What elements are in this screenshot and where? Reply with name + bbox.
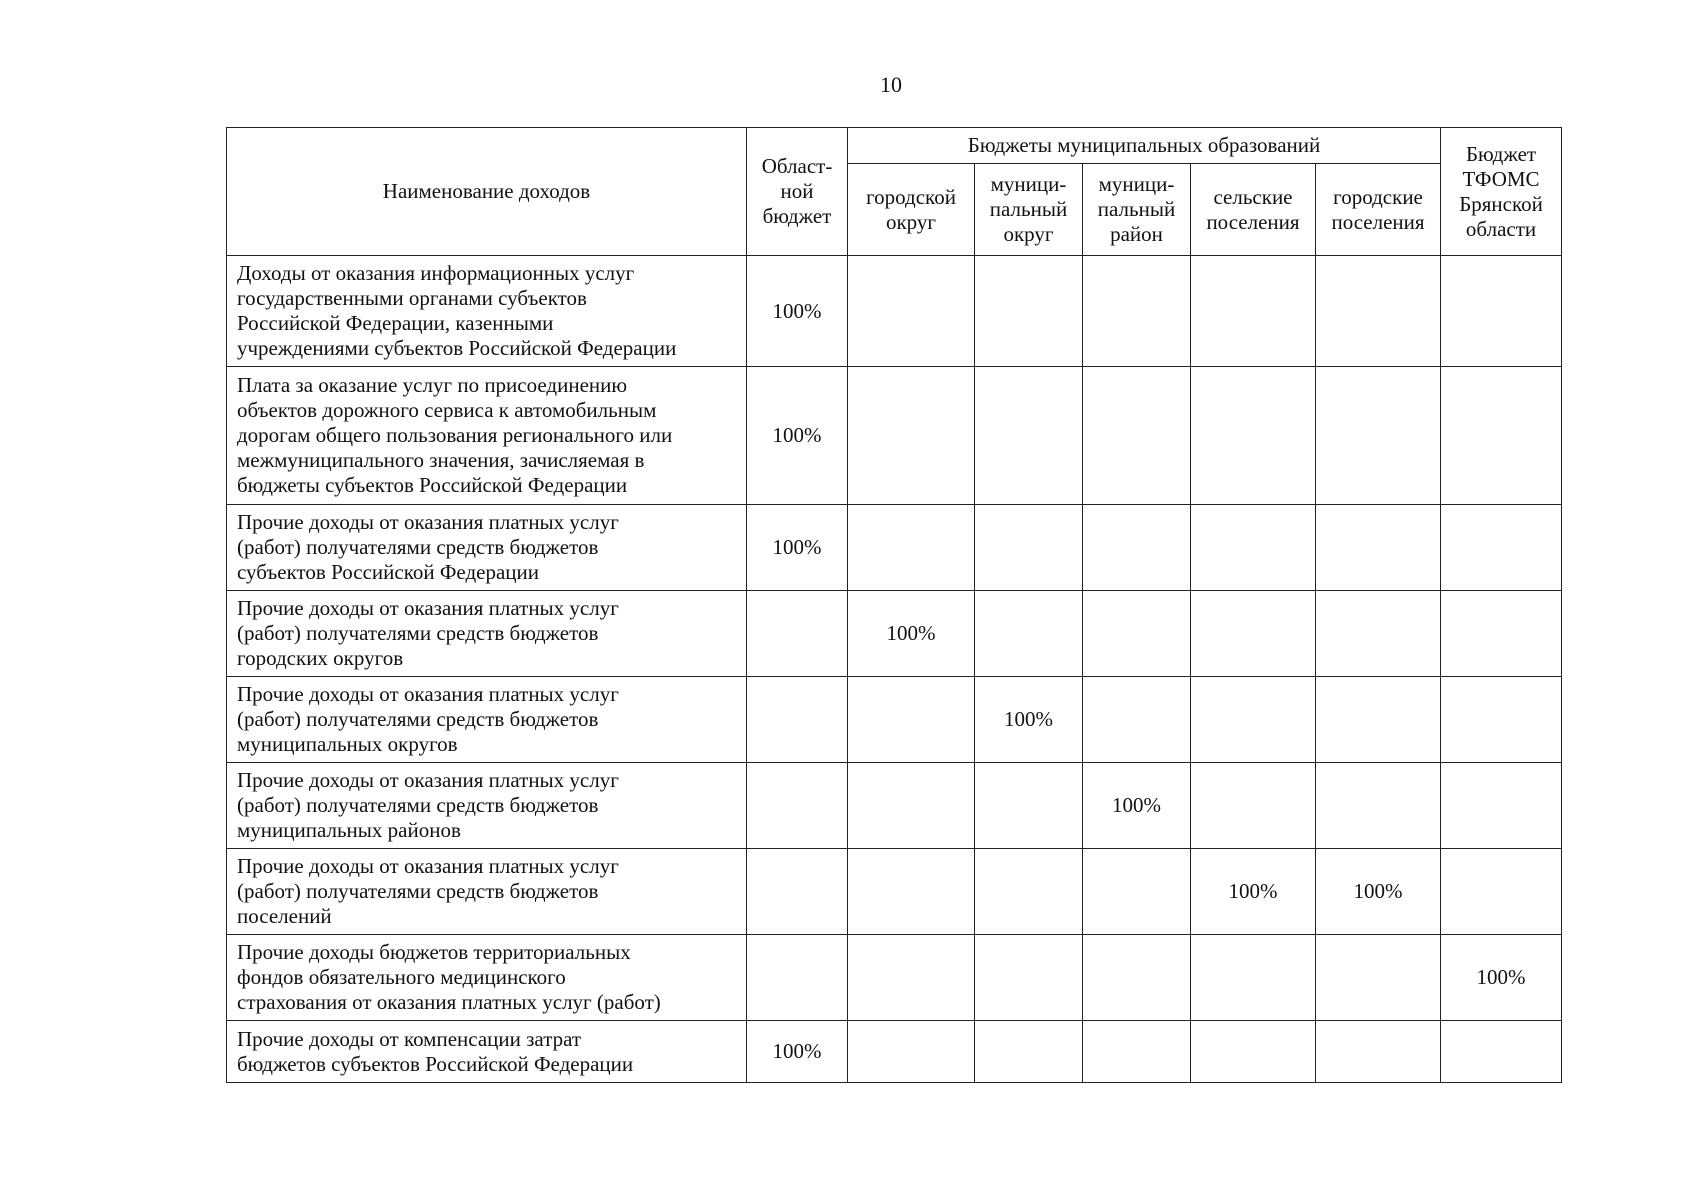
text-line: (работ) получателями средств бюджетов	[237, 793, 599, 817]
table-row	[227, 505, 1562, 591]
header-mun-rayon	[1083, 164, 1191, 256]
row-value	[1191, 763, 1316, 849]
text-line: муниципальных округов	[237, 732, 458, 756]
row-name	[227, 367, 747, 505]
text-line: городской	[866, 184, 956, 209]
text-line: Прочие доходы от оказания платных услуг	[237, 854, 619, 878]
text-line: бюджет	[762, 204, 832, 228]
header-tfoms	[1441, 128, 1562, 256]
row-name	[227, 1021, 747, 1083]
table-row	[227, 256, 1562, 367]
row-value	[1316, 935, 1441, 1021]
text-line: межмуниципального значения, зачисляемая в	[237, 448, 645, 472]
row-value: 100%	[1316, 849, 1441, 935]
text-line: бюджетов субъектов Российской Федерации	[237, 1051, 634, 1076]
table-body	[227, 256, 1562, 1083]
row-value	[1191, 935, 1316, 1021]
text-line: Прочие доходы бюджетов территориальных	[237, 940, 631, 964]
text-line: поселений	[237, 904, 332, 928]
text-line: городские	[1333, 184, 1423, 209]
text-line: ной	[780, 179, 814, 203]
row-value	[1441, 849, 1562, 935]
row-value	[1441, 591, 1562, 677]
row-value	[1083, 849, 1191, 935]
text-line: Прочие доходы от оказания платных услуг	[237, 510, 619, 534]
text-line: (работ) получателями средств бюджетов	[237, 707, 599, 731]
table-row	[227, 1021, 1562, 1083]
row-value: 100%	[1441, 935, 1562, 1021]
row-value	[747, 935, 848, 1021]
header-regional	[747, 128, 848, 256]
text-line: субъектов Российской Федерации	[237, 560, 540, 584]
text-line: фондов обязательного медицинского	[237, 965, 566, 989]
row-value	[1083, 1021, 1191, 1083]
row-value	[1191, 367, 1316, 505]
table-row	[227, 849, 1562, 935]
header-urban	[1316, 164, 1441, 256]
table-row	[227, 367, 1562, 505]
text-line: пальный	[1097, 197, 1176, 221]
text-line: городских округов	[237, 646, 404, 670]
table-row	[227, 591, 1562, 677]
text-line: округ	[1003, 222, 1054, 246]
row-value	[1441, 763, 1562, 849]
row-name	[227, 849, 747, 935]
text-line: Прочие доходы от компенсации затрат	[237, 1026, 582, 1051]
row-value	[1441, 1021, 1562, 1083]
row-value	[1316, 1021, 1441, 1083]
header-rural	[1191, 164, 1316, 256]
row-value	[975, 505, 1083, 591]
row-value	[848, 935, 975, 1021]
text-line: Област-	[761, 154, 833, 178]
row-value	[975, 1021, 1083, 1083]
row-value	[848, 849, 975, 935]
row-value	[848, 505, 975, 591]
text-line: дорогам общего пользования регионального или	[237, 423, 673, 447]
row-name	[227, 935, 747, 1021]
page-number: 10	[880, 72, 902, 97]
row-value: 100%	[747, 256, 848, 367]
row-value	[1191, 505, 1316, 591]
row-value	[1316, 763, 1441, 849]
header-name: Наименование доходов	[227, 128, 747, 256]
text-line: страхования от оказания платных услуг (работ)	[237, 990, 661, 1014]
text-line: Доходы от оказания информационных услуг	[237, 261, 635, 285]
text-line: области	[1465, 216, 1537, 241]
row-value	[1191, 591, 1316, 677]
text-line: муници-	[1098, 172, 1175, 196]
text-line: ТФОМС	[1462, 166, 1540, 191]
row-value	[1191, 256, 1316, 367]
text-line: Бюджет	[1465, 141, 1537, 166]
row-value	[1316, 505, 1441, 591]
table-row	[227, 763, 1562, 849]
text-line: Прочие доходы от оказания платных услуг	[237, 768, 619, 792]
row-name	[227, 256, 747, 367]
row-value: 100%	[747, 367, 848, 505]
text-line: Российской Федерации, казенными	[237, 311, 554, 335]
row-value	[1083, 677, 1191, 763]
row-value	[1083, 505, 1191, 591]
text-line: Плата за оказание услуг по присоединению	[237, 373, 628, 397]
row-value	[1191, 1021, 1316, 1083]
row-value	[848, 367, 975, 505]
row-value	[1316, 367, 1441, 505]
row-value: 100%	[747, 1021, 848, 1083]
header-municipal-group: Бюджеты муниципальных образований	[848, 128, 1441, 164]
text-line: сельские	[1213, 184, 1293, 209]
row-value	[1316, 256, 1441, 367]
text-line: Брянской	[1459, 191, 1543, 216]
row-value: 100%	[747, 505, 848, 591]
text-line: пальный	[989, 197, 1068, 221]
row-value	[747, 763, 848, 849]
row-name	[227, 677, 747, 763]
row-value	[975, 591, 1083, 677]
text-line: район	[1110, 222, 1163, 246]
text-line: (работ) получателями средств бюджетов	[237, 535, 599, 559]
row-value: 100%	[1191, 849, 1316, 935]
text-line: поселения	[1331, 209, 1425, 234]
text-line: округ	[885, 209, 937, 234]
row-value	[975, 256, 1083, 367]
row-value	[1083, 591, 1191, 677]
row-value	[975, 367, 1083, 505]
text-line: (работ) получателями средств бюджетов	[237, 879, 599, 903]
row-value	[975, 849, 1083, 935]
row-value	[1316, 677, 1441, 763]
row-value	[848, 763, 975, 849]
row-value	[975, 763, 1083, 849]
row-value	[747, 591, 848, 677]
text-line: Прочие доходы от оказания платных услуг	[237, 682, 619, 706]
text-line: учреждениями субъектов Российской Федерации	[237, 336, 677, 360]
row-value	[1191, 677, 1316, 763]
text-line: Прочие доходы от оказания платных услуг	[237, 596, 619, 620]
header-mun-okrug	[975, 164, 1083, 256]
row-value	[1441, 256, 1562, 367]
row-value: 100%	[975, 677, 1083, 763]
text-line: бюджеты субъектов Российской Федерации	[237, 473, 628, 497]
row-value	[1441, 367, 1562, 505]
text-line: объектов дорожного сервиса к автомобильным	[237, 398, 657, 422]
text-line: государственными органами субъектов	[237, 286, 587, 310]
row-value	[848, 1021, 975, 1083]
row-value	[1083, 935, 1191, 1021]
row-value: 100%	[848, 591, 975, 677]
row-name	[227, 591, 747, 677]
row-value	[975, 935, 1083, 1021]
table-row	[227, 677, 1562, 763]
row-value: 100%	[1083, 763, 1191, 849]
header-city-okrug	[848, 164, 975, 256]
text-line: муниципальных районов	[237, 818, 461, 842]
row-name	[227, 505, 747, 591]
text-line: муници-	[990, 172, 1067, 196]
row-value	[848, 677, 975, 763]
row-value	[1441, 677, 1562, 763]
row-value	[1083, 367, 1191, 505]
text-line: поселения	[1206, 209, 1300, 234]
row-value	[747, 849, 848, 935]
table-row	[227, 935, 1562, 1021]
revenue-distribution-table	[226, 127, 1562, 1083]
row-value	[1083, 256, 1191, 367]
row-value	[848, 256, 975, 367]
row-name	[227, 763, 747, 849]
row-value	[1441, 505, 1562, 591]
text-line: (работ) получателями средств бюджетов	[237, 621, 599, 645]
row-value	[1316, 591, 1441, 677]
row-value	[747, 677, 848, 763]
